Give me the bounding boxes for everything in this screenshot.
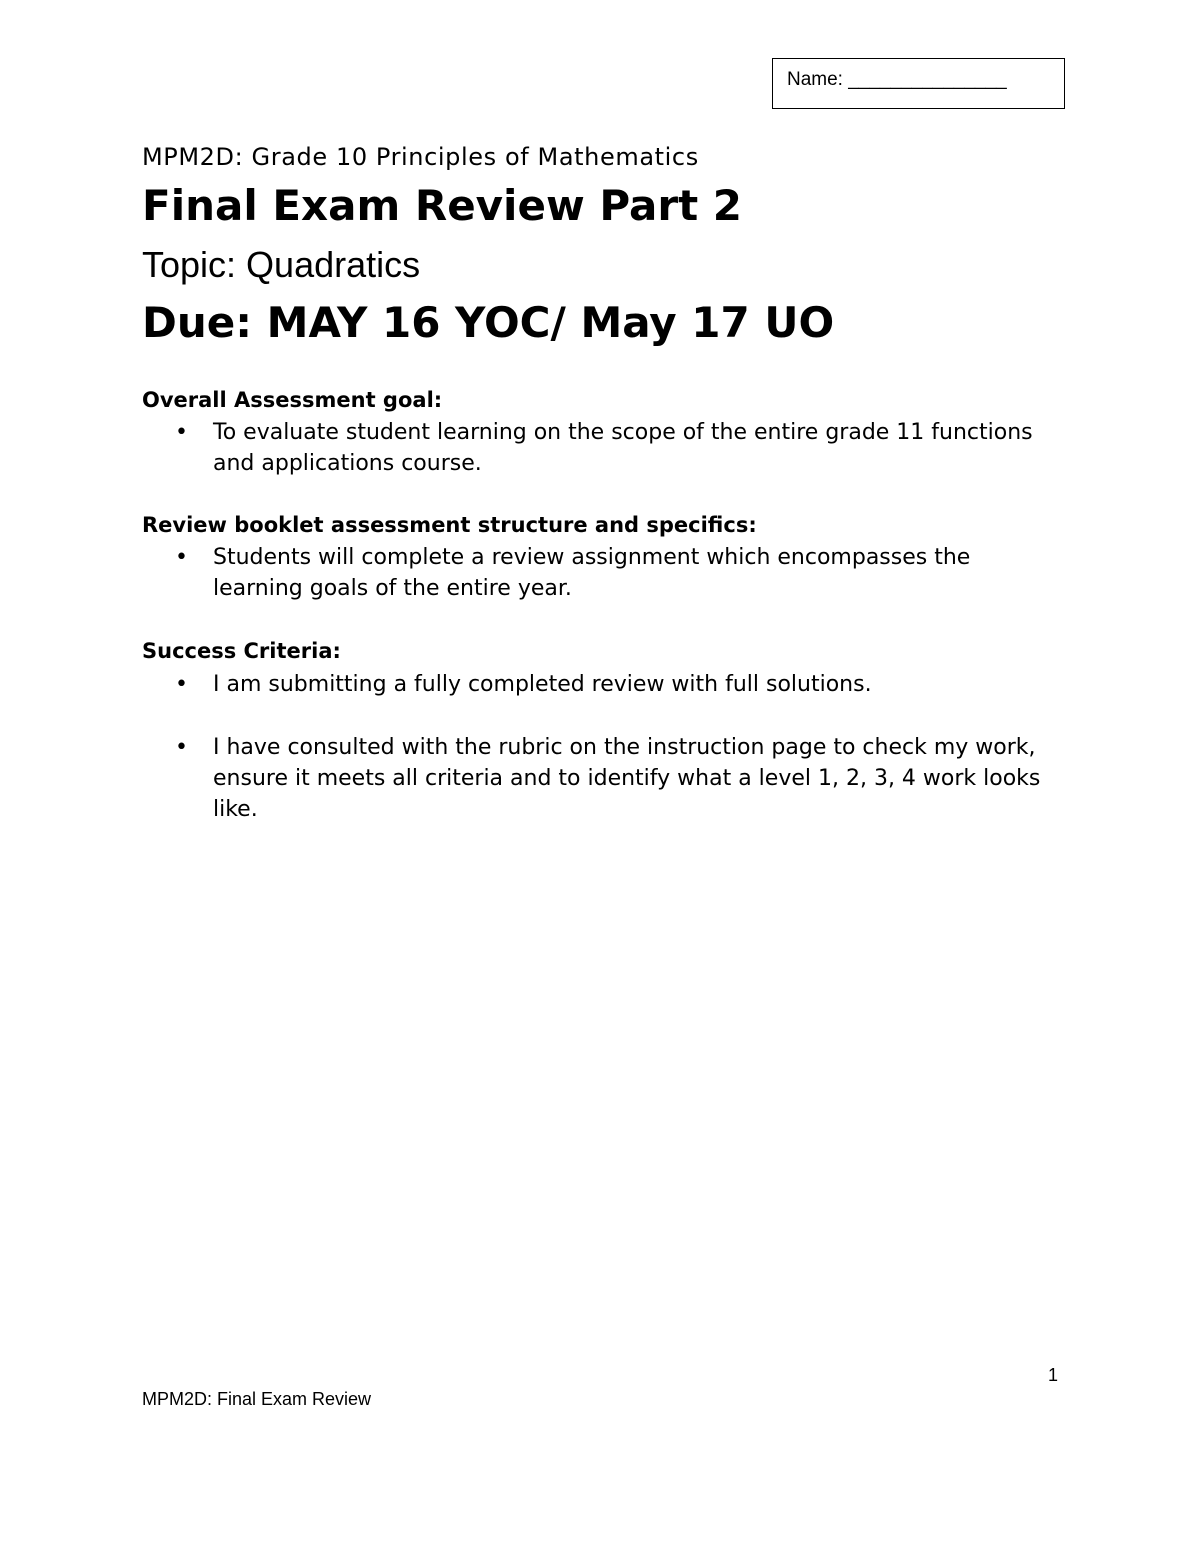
page-title: Final Exam Review Part 2	[142, 181, 742, 230]
section-heading-structure: Review booklet assessment structure and specifics:	[142, 513, 757, 537]
list-item-text: I have consulted with the rubric on the instruction page to check my work, ensure it meets all criteria and to identify what a level 1, 2, 3, 4 work looks like.	[213, 735, 1041, 822]
list-item-text: To evaluate student learning on the scope of the entire grade 11 functions and applications course.	[213, 420, 1033, 476]
list-item	[142, 732, 1062, 825]
bullet-icon: •	[175, 672, 188, 697]
bullet-icon: •	[175, 420, 188, 445]
section-heading-overall-goal: Overall Assessment goal:	[142, 388, 443, 412]
course-title: MPM2D: Grade 10 Principles of Mathematics	[142, 143, 699, 171]
list-item	[142, 669, 1062, 700]
bullet-icon: •	[175, 545, 188, 570]
due-date: Due: MAY 16 YOC/ May 17 UO	[142, 298, 835, 347]
overall-goal-list	[142, 417, 1062, 479]
bullet-icon: •	[175, 735, 188, 760]
topic-line: Topic: Quadratics	[142, 244, 421, 285]
list-item	[142, 417, 1062, 479]
list-item-text: Students will complete a review assignment which encompasses the learning goals of the entire year.	[213, 545, 971, 601]
page-number: 1	[1048, 1365, 1059, 1385]
list-item-text: I am submitting a fully completed review with full solutions.	[213, 672, 872, 697]
success-criteria-list	[142, 669, 1062, 825]
footer-text: MPM2D: Final Exam Review	[142, 1389, 372, 1409]
name-field-box	[772, 58, 1065, 109]
section-heading-success-criteria: Success Criteria:	[142, 639, 341, 663]
list-item	[142, 542, 1062, 604]
structure-list	[142, 542, 1062, 604]
name-field-label: Name: _______________	[787, 69, 1007, 90]
